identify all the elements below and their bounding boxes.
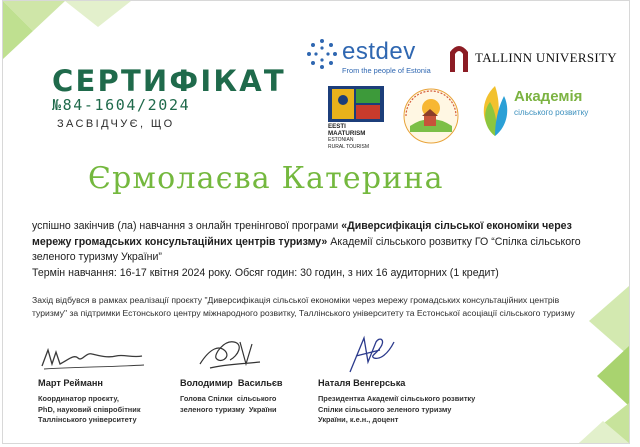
estdev-name: estdev [342, 38, 416, 65]
organizer-text: Академії сільського розвитку ГО “Спілка сільського зеленого туризму України” [32, 235, 581, 263]
eesti-line-2: MAATURISM [328, 129, 366, 137]
signer-1-desc-1: Координатор проєкту, [38, 394, 119, 403]
certificate-title: СЕРТИФІКАТ [52, 64, 286, 98]
corner-decoration-bottom-right [539, 403, 629, 443]
signature-natalia-venherska [340, 332, 410, 376]
signer-2-desc-2: зеленого туризму України [180, 404, 277, 414]
corner-decoration-top-left [3, 1, 133, 61]
signer-2-name: Володимир Васильєв [180, 378, 283, 388]
signer-2 [180, 378, 330, 415]
estdev-dots-icon [306, 38, 338, 70]
eesti-line-3: ESTONIAN [328, 137, 354, 144]
completion-paragraph [32, 219, 592, 266]
signer-3-name: Наталя Венгерська [318, 378, 406, 388]
signer-1-desc-2: PhD, науковий співробітник [38, 404, 141, 414]
rural-green-tourism-union-logo [398, 86, 464, 146]
academy-leaves-icon [478, 82, 512, 138]
signer-1-name: Март Рейманн [38, 378, 103, 388]
certificate-body [32, 219, 592, 281]
tallinn-university-name: TALLINN UNIVERSITY [475, 50, 617, 65]
signer-3-desc-3: України, к.е.н., доцент [318, 415, 399, 424]
signer-1 [38, 378, 188, 426]
signer-2-desc-1: Голова Спілки сільського [180, 394, 277, 403]
rural-green-tourism-union-emblem-icon [398, 86, 464, 146]
signer-3-desc-2: Спілки сільського зеленого туризму [318, 404, 452, 414]
certificate-number: №84-1604/2024 [52, 96, 191, 114]
signer-3-desc-1: Президентка Академії сільського розвитку [318, 394, 476, 403]
rural-development-academy-logo [478, 82, 608, 142]
recipient-name: Єрмолаєва Катерина [88, 161, 444, 196]
eesti-line-4: RURAL TOURISM [328, 143, 370, 150]
signature-volodymyr-vasyliev [190, 334, 270, 374]
signer-3 [318, 378, 518, 426]
program-title: «Диверсифікація сільської економіки через мережу громадських консультаційних центрів туризму» [32, 220, 572, 248]
eesti-maaturism-emblem-icon [328, 86, 384, 122]
academy-name: Академія [514, 88, 583, 105]
tallinn-university-logo [448, 42, 618, 74]
eesti-maaturism-logo [328, 86, 384, 150]
project-note: Захід відбувся в рамках реалізації проєкту "Диверсифікація сільської економіки через мережу громадських консультаційних центрів туризму" за підтримки Естонського центру міжнародного розвитку, Таллінського університету та Естонської асоціації сільського туризму [32, 295, 575, 319]
academy-subtitle: сільського розвитку [514, 108, 589, 117]
tallinn-arch-icon [448, 42, 470, 72]
estdev-tagline: From the people of Estonia [342, 66, 431, 75]
completion-text: успішно закінчив (ла) навчання з онлайн тренінгової програми [32, 220, 342, 232]
estdev-logo [306, 38, 446, 78]
signer-1-desc-3: Таллінського університету [38, 415, 137, 424]
eesti-line-1: EESTI [328, 123, 346, 130]
study-terms: Термін навчання: 16-17 квітня 2024 року. Обсяг годин: 30 годин, з них 16 аудиторних (1 кредит) [32, 266, 499, 279]
signature-mart-reimann [38, 340, 148, 374]
confirms-label: ЗАСВІДЧУЄ, ЩО [57, 118, 175, 130]
